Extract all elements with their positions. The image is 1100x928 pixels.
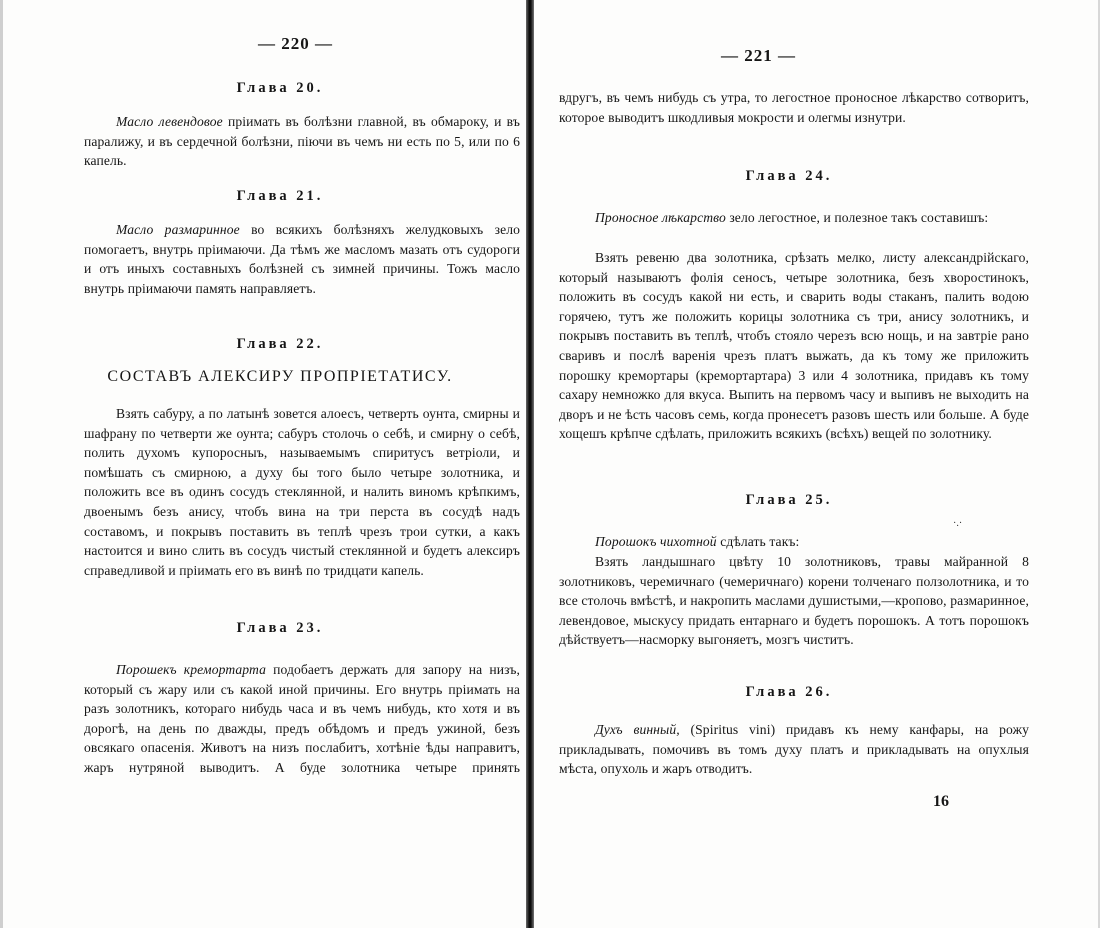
chapter-24-term: Проносное лѣкарство (595, 210, 726, 225)
page-number-220: — 220 — (258, 34, 333, 53)
chapter-21-text: Масло размаринное во всякихъ болѣзняхъ желудковыхъ зело помогаетъ, внутрь пріимаючи. Да тѣмъ же масломъ мазать отъ судороги и отъ иныхъ составныхъ болѣзней съ зимней причины. Тожъ масло внутрь пріимаючи память направляетъ. (84, 222, 520, 296)
chapter-26-term: Духъ винный, (595, 722, 680, 737)
chapter-21-term: Масло размаринное (116, 222, 240, 237)
print-speck: ·.· (953, 518, 963, 529)
chapter-23-text: Порошекъ кремортарта подобаетъ держать для запору на низъ, который съ жару или съ какой иной причины. Его внутрь пріимать на разъ золотникъ, котораго нибудь часа и въ чемъ нибудь, кто хотя и въ дорогѣ, на день по дважды, предъ обѣдомъ и предъ ужиной, безъ овсякаго опасенія. Животъ на низъ послабитъ, хотѣніе ѣды направитъ, жаръ нутряной выводитъ. А буде золотника четыре принять (84, 662, 521, 775)
chapter-24-text: Взять ревеню два золотника, срѣзать мелко, листу александрійскаго, который называютъ фолія сеносъ, четыре золотника, безъ хворостинокъ, положить въ сосудъ какой ни есть, и сварить воды стаканъ, палить водою горячею, тутъ же положить корицы золотника съ три, анису золотникъ, и покрывъ поставить въ теплѣ, чтобъ стояло черезъ всю нощь, и на завтріе рано сваривъ и послѣ варенія чрезъ платъ выжать, да къ тому же приложить порошку кремортары (кремортартара) 3 или 4 золотника, придавъ къ тому сахару немножко для вкуса. Выпить на первомъ часу и выпивъ не выходить на дворъ и не ѣсть часовъ семь, когда пронесетъ разовъ шесть или больше. А буде хощешъ крѣпче сдѣлать, приложить всякихъ (всѣхъ) вещей по золотнику. (559, 250, 1029, 442)
chapter-25-text: Взять ландышнаго цвѣту 10 золотниковъ, травы майранной 8 золотниковъ, черемичнаго (чемеричнаго) корени толченаго ползолотника, и то все столочь вмѣстѣ, и накропить маслами душистыми,—кропово, размаринное, левендовое, мыскусу придать ентарнаго и будетъ порошокъ. А тотъ порошокъ дѣйствуетъ—насморку выгоняетъ, мозгъ чиститъ. (559, 554, 1029, 648)
chapter-22-heading: Глава 22. (236, 336, 324, 352)
chapter-22-title: СОСТАВЪ АЛЕКСИРУ ПРОПРІЕТАТИСУ. (107, 368, 453, 385)
signature-mark: 16 (933, 793, 949, 810)
chapter-26-text: Духъ винный, (Spiritus vini) придавъ къ нему канфары, на рожу прикладывать, помочивъ въ томъ духу платъ и прикладывать на опухлыя мѣста, опухоль и жаръ отводитъ. (559, 722, 1029, 777)
page-number-221: — 221 — (721, 46, 796, 65)
chapter-24-heading: Глава 24. (745, 168, 833, 184)
chapter-23-heading: Глава 23. (236, 620, 324, 636)
chapter-26-heading: Глава 26. (745, 684, 833, 700)
right-page (533, 0, 1100, 928)
chapter-25-term: Порошокъ чихотной (595, 534, 717, 549)
chapter-23-term: Порошекъ кремортарта (116, 662, 267, 677)
continuation-text: вдругъ, въ чемъ нибудь съ утра, то легостное проносное лѣкарство сотворитъ, которое выводитъ шкодливыя мокрости и олегмы изнутри. (559, 90, 1029, 125)
chapter-20-heading: Глава 20. (236, 80, 324, 96)
chapter-22-text: Взять сабуру, а по латынѣ зовется алоесъ, четверть оунта, смирны и шафрану по четверти же оунта; сабуръ столочь о себѣ, и смирну о себѣ, полить духомъ купоросныъ, называемымъ спиритусъ ветріоли, и помѣшать съ смирною, а духу бы того было четыре золотника, и положить все въ одинъ сосудъ стеклянной, и налить виномъ крѣпкимъ, двоенымъ безъ анису, чтобъ вина на три перста въ сосудѣ надъ составомъ, и покрывъ поставить въ теплѣ чрезъ трои сутки, а какъ настоится и вино слить въ сосудъ чистый стеклянной и будетъ алексиръ справедливой и пріимать его въ винѣ по тридцати капель. (84, 406, 520, 578)
chapter-20-term: Масло левендовое (116, 114, 223, 129)
chapter-20-text: Масло левендовое пріимать въ болѣзни главной, въ обмароку, и въ паралижу, и въ сердечной болѣзни, піючи въ чемъ ни есть по 5, или по 6 капель. (84, 114, 520, 169)
chapter-25-heading: Глава 25. (745, 492, 833, 508)
left-page (0, 0, 527, 928)
chapter-21-heading: Глава 21. (236, 188, 324, 204)
chapter-25-intro: Порошокъ чихотной сдѣлать такъ: (595, 534, 800, 549)
chapter-24-intro: Проносное лѣкарство зело легостное, и полезное такъ составишъ: (595, 210, 989, 225)
